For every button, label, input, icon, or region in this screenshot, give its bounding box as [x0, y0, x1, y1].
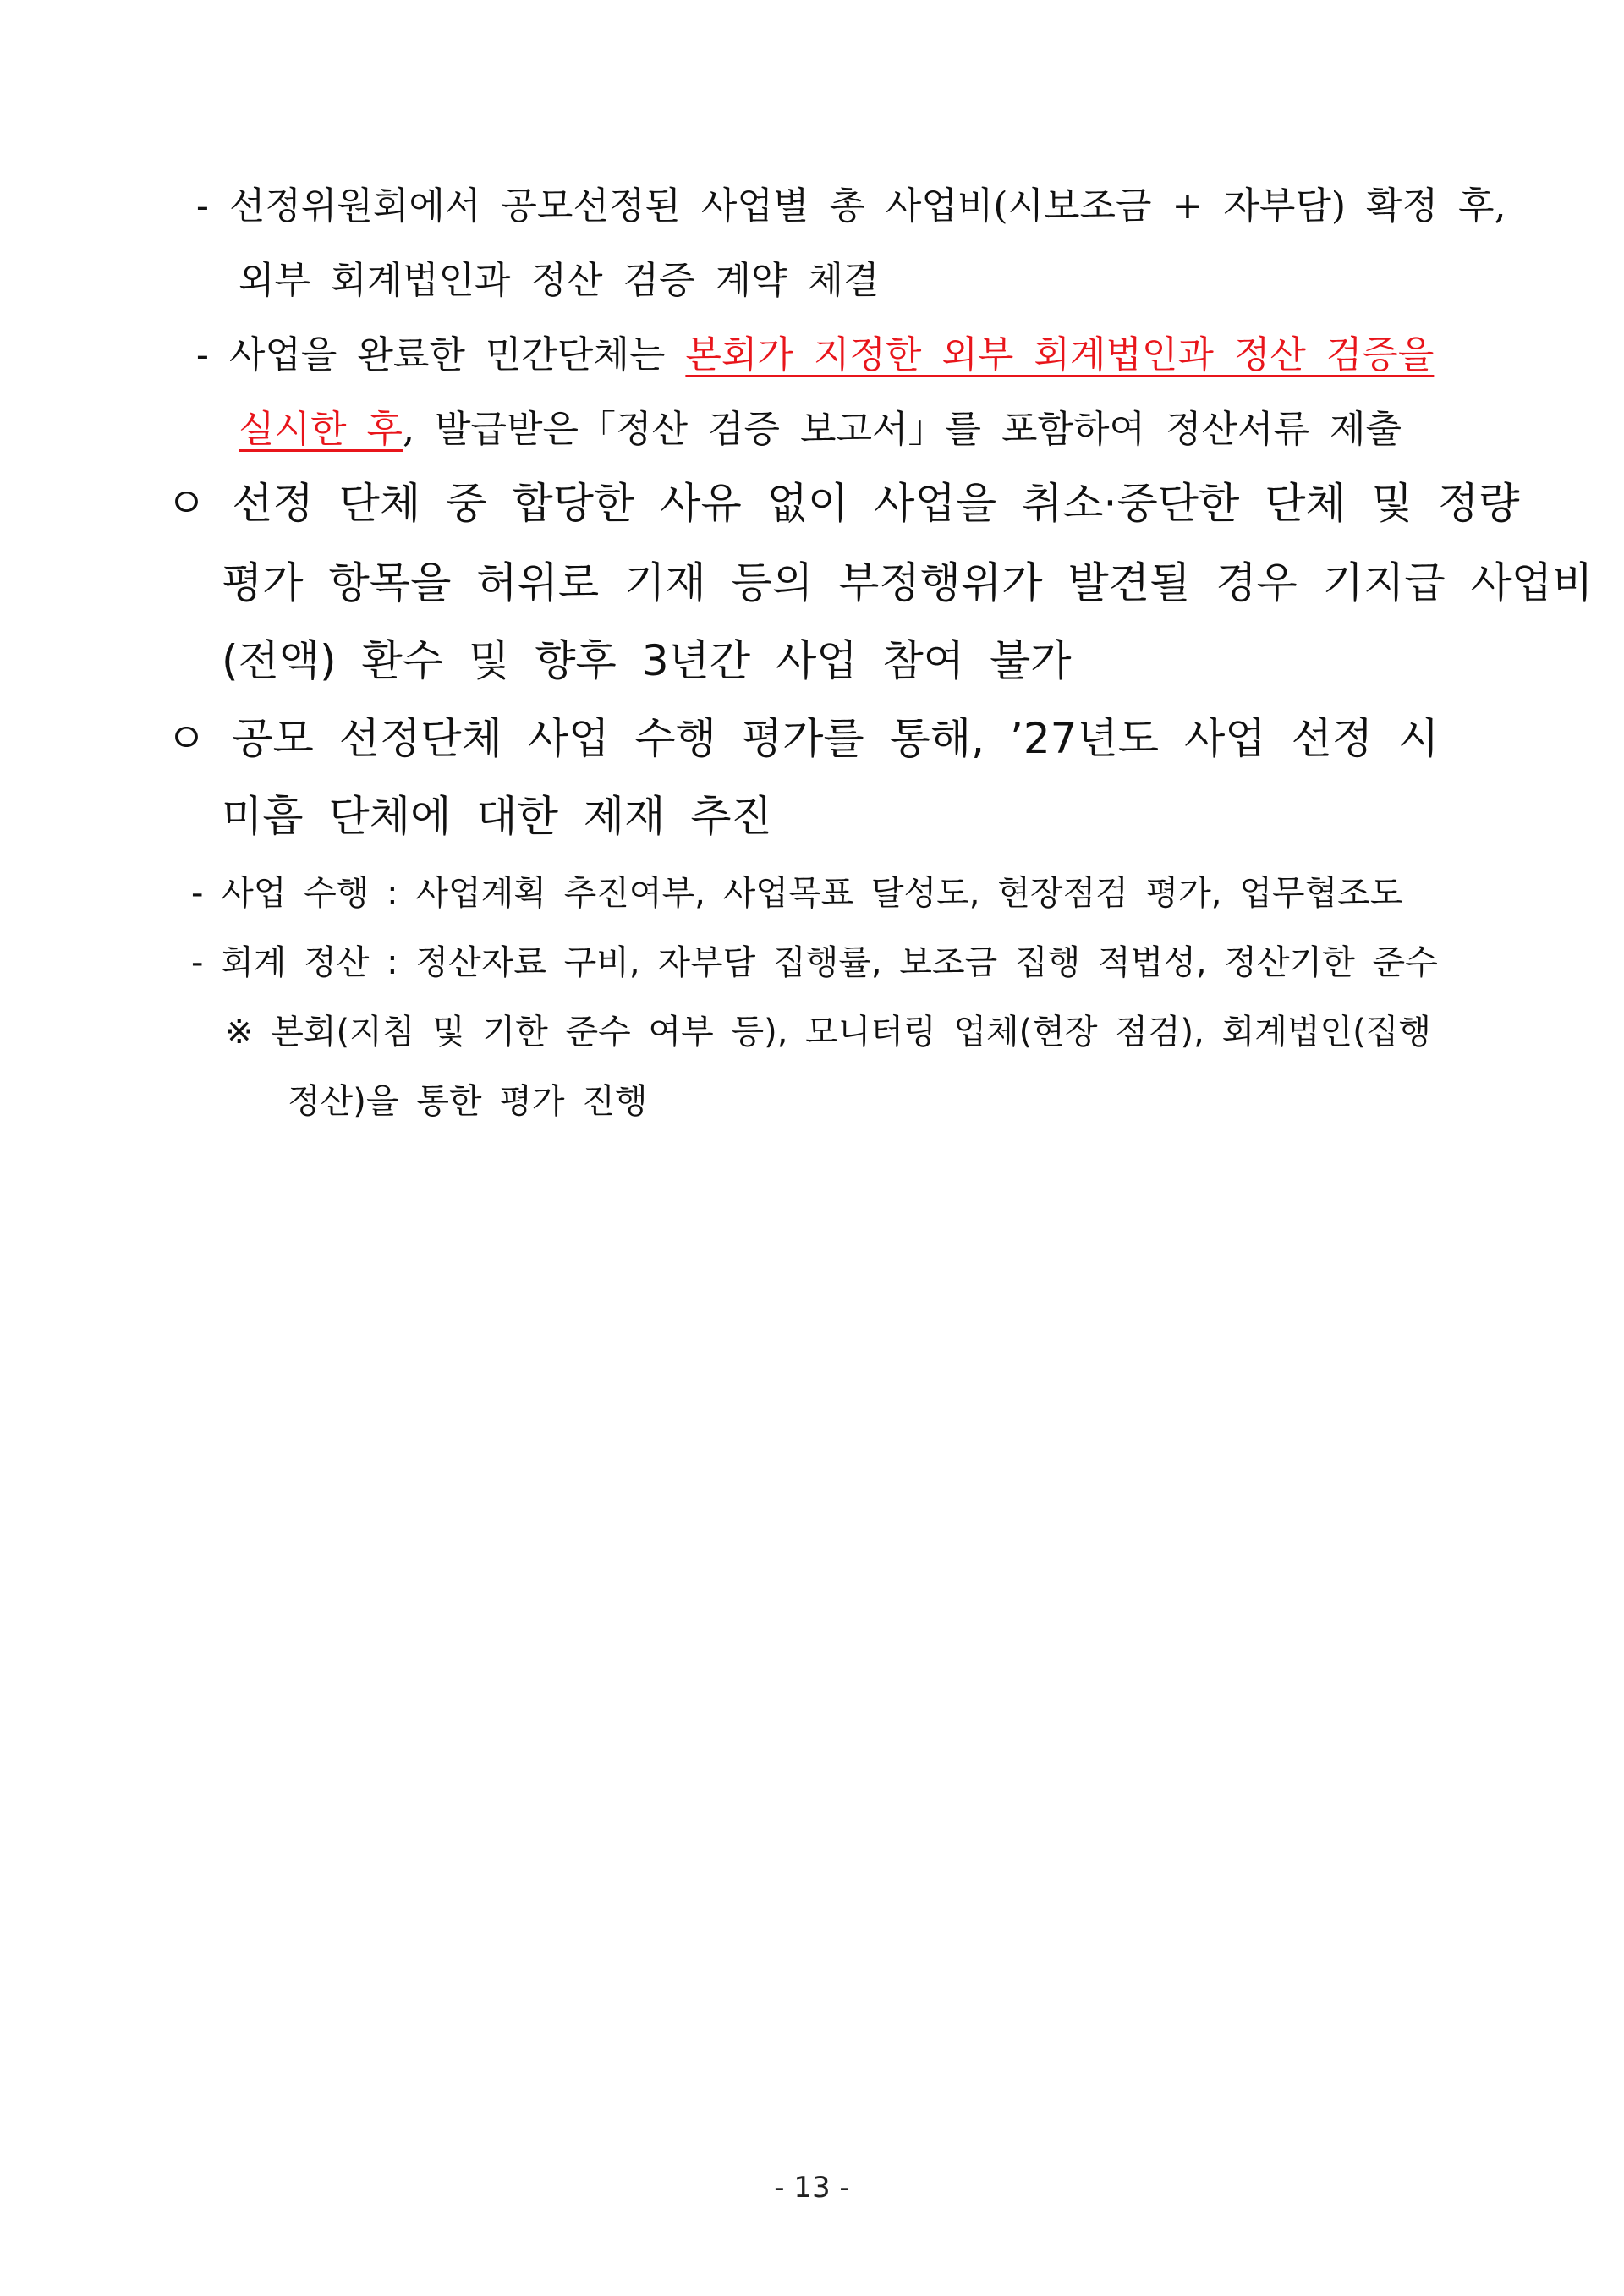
bullet-evaluation-line2: 미흡 단체에 대한 제재 추진 [222, 792, 772, 841]
bullet-refund-clause-line2: 평가 항목을 허위로 기재 등의 부정행위가 발견될 경우 기지급 사업비 [222, 558, 1594, 607]
note-evaluation-agents: ※ 본회(지침 및 기한 준수 여부 등), 모니터링 업체(현장 점검), 회계법인(집행 [225, 1013, 1432, 1052]
page-number: - 13 - [774, 2171, 850, 2205]
sub-item-accounting-settlement: - 회계 정산 : 정산자료 구비, 자부담 집행률, 보조금 집행 적법성, 정산기한 준수 [191, 943, 1438, 982]
bullet-refund-clause: ㅇ 선정 단체 중 합당한 사유 없이 사업을 취소·중단한 단체 및 정량 [166, 479, 1520, 528]
note-evaluation-agents-cont: 정산)을 통한 평가 진행 [288, 1082, 648, 1121]
dash-item-budget-confirm-cont: 외부 회계법인과 정산 검증 계약 체결 [239, 259, 880, 302]
highlighted-requirement: 본회가 지정한 외부 회계법인과 정산 검증을 [685, 333, 1435, 376]
dash-item-settlement-cont [239, 408, 1402, 451]
highlighted-requirement-cont: 실시한 후 [239, 408, 403, 451]
bullet-evaluation: ㅇ 공모 선정단체 사업 수행 평가를 통해, ’27년도 사업 선정 시 [166, 714, 1440, 763]
dash-item-settlement [196, 333, 1435, 376]
settlement-text: - 사업을 완료한 민간단체는 [196, 333, 686, 376]
bullet-refund-clause-line3: (전액) 환수 및 향후 3년간 사업 참여 불가 [222, 636, 1072, 685]
settlement-text-cont: , 발급받은「정산 검증 보고서」를 포함하여 정산서류 제출 [403, 408, 1402, 451]
dash-item-budget-confirm: - 선정위원회에서 공모선정된 사업별 총 사업비(시보조금 + 자부담) 확정 후, [196, 184, 1506, 228]
sub-item-project-execution: - 사업 수행 : 사업계획 추진여부, 사업목표 달성도, 현장점검 평가, 업무협조도 [191, 874, 1403, 913]
